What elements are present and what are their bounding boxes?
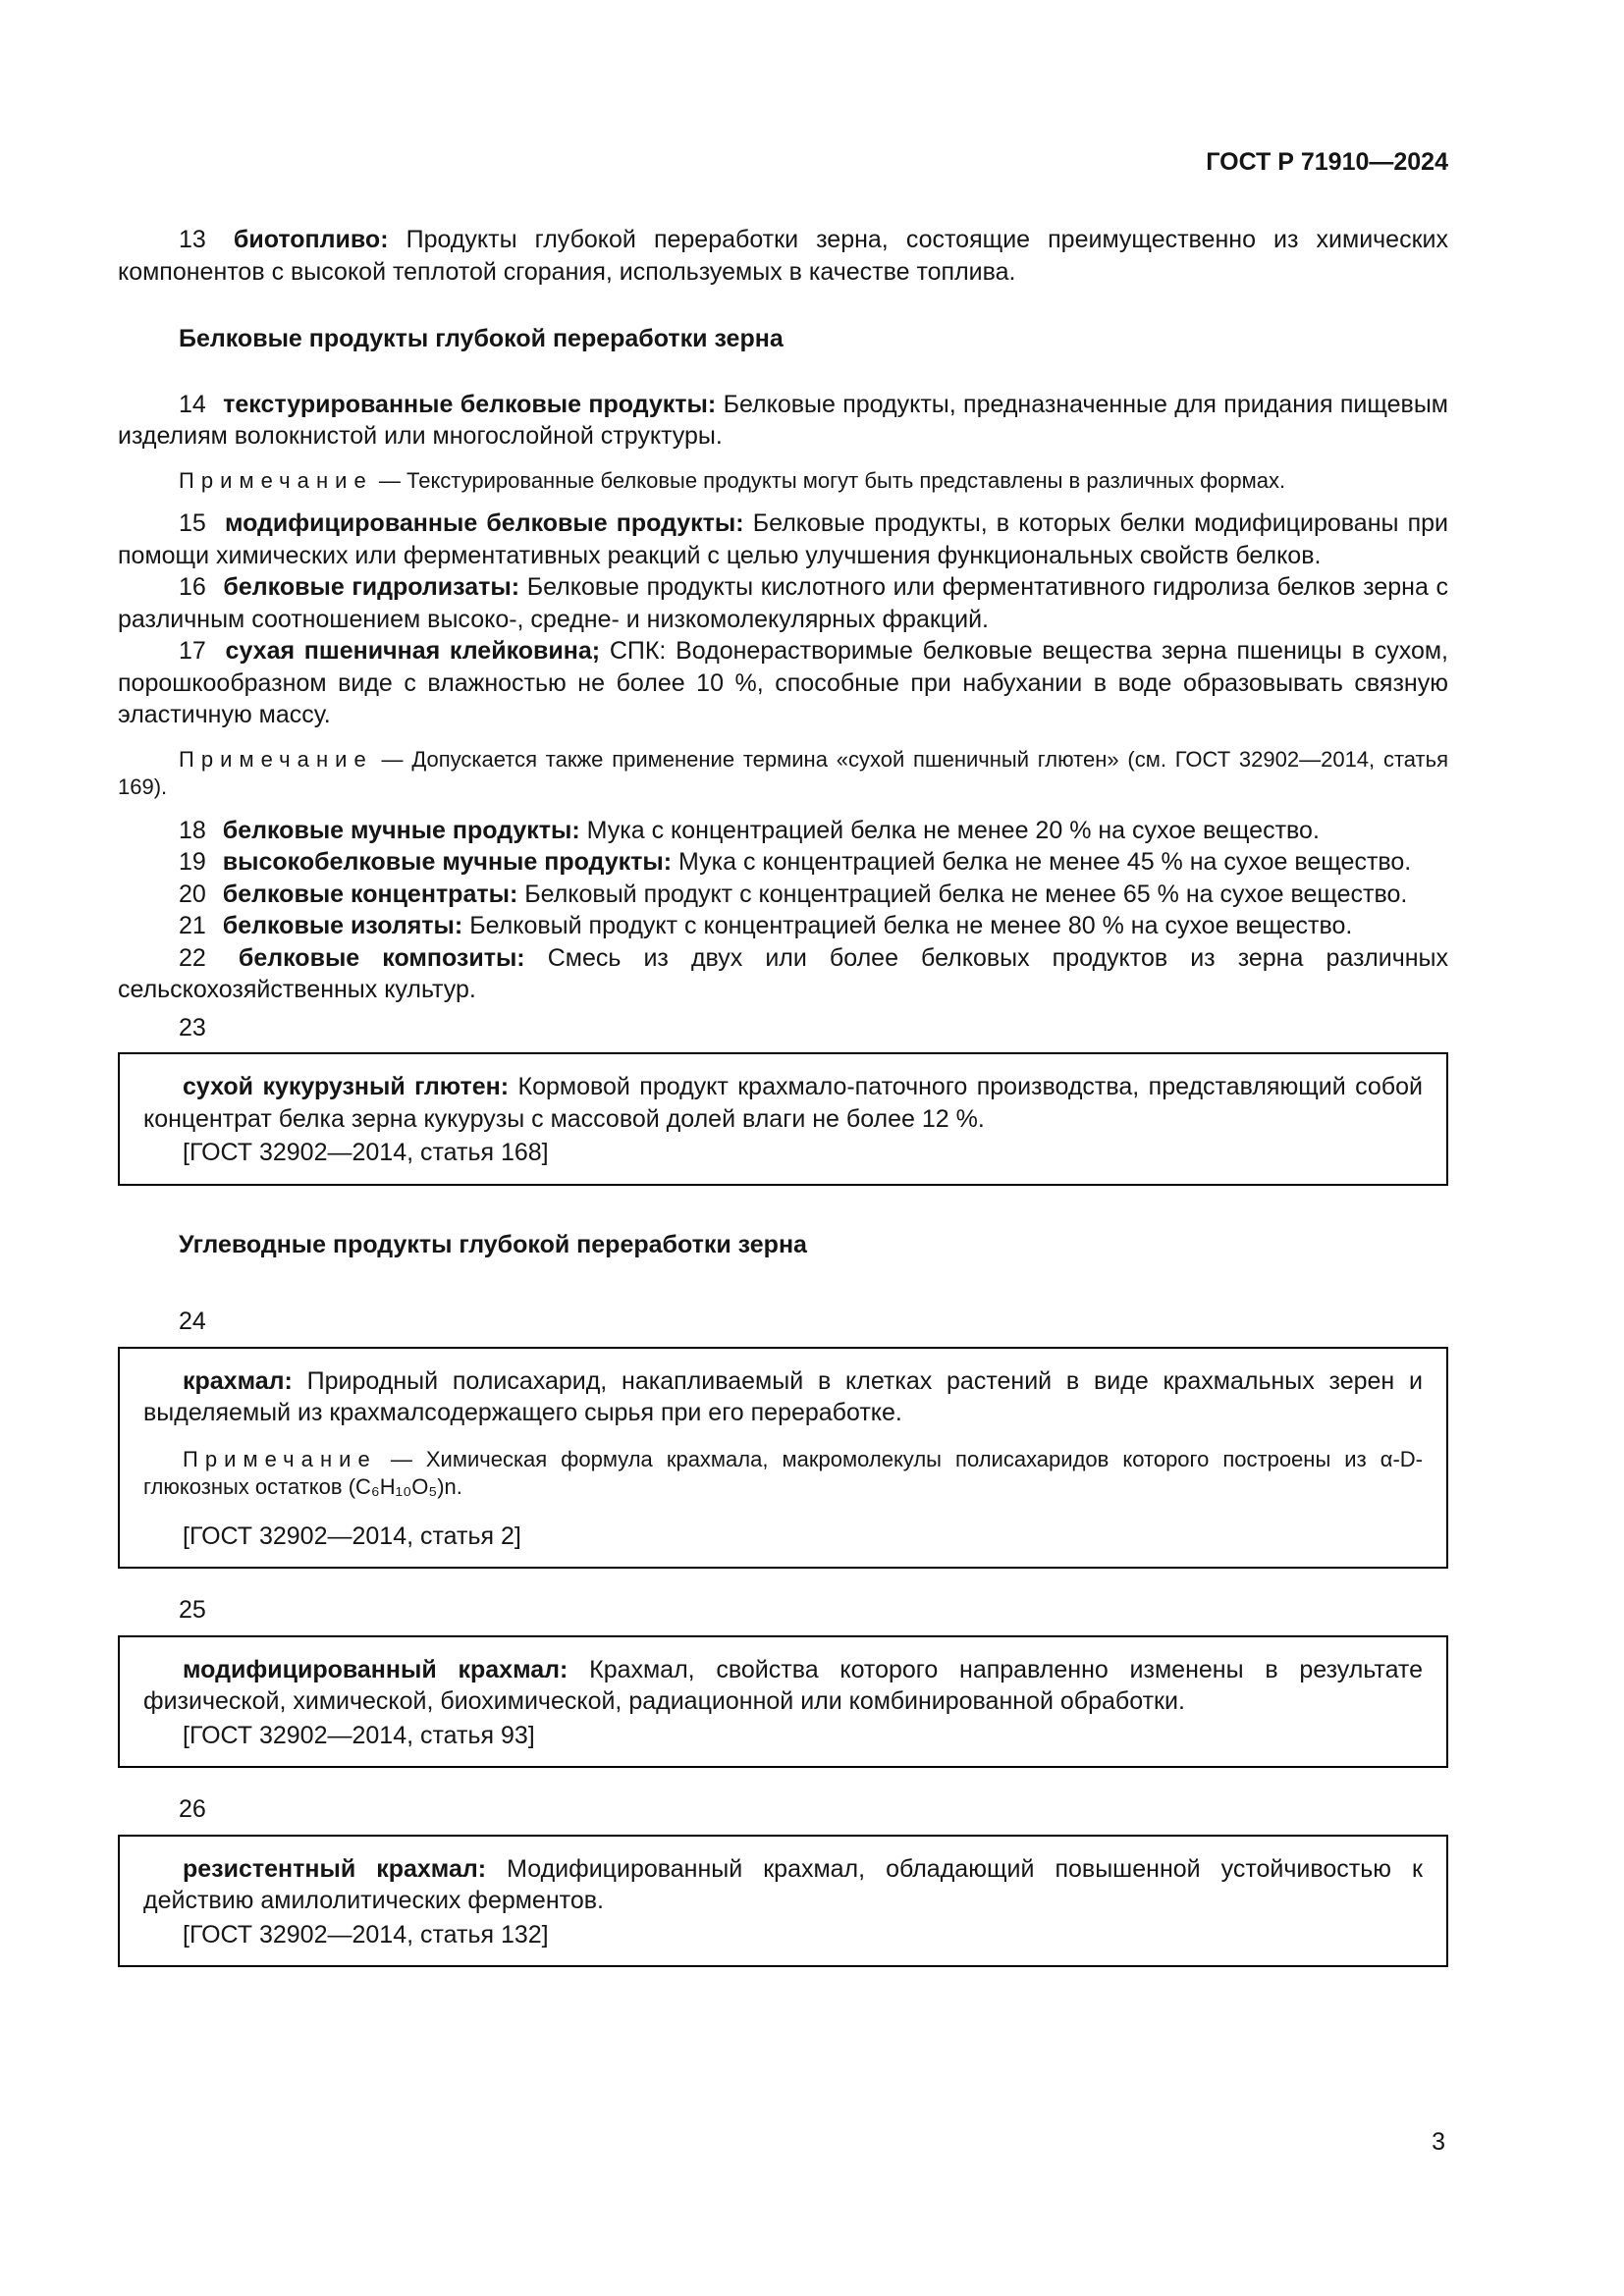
- term-name: белковые изоляты:: [222, 912, 463, 940]
- term-number-25: 25: [179, 1596, 206, 1625]
- term-number-24: 24: [179, 1308, 206, 1336]
- note-17: [118, 746, 1448, 802]
- term-name: модифицированный крахмал:: [183, 1655, 568, 1683]
- term-name: белковые композиты:: [238, 943, 525, 972]
- term-definition: Белковые продукты кислотного или ферментативного гидролиза белков зерна с различным соотношением высоко-, средне- и низкомолекулярных фракций.: [118, 573, 1448, 633]
- note-text: Химическая формула крахмала, макромолекулы полисахаридов которого построены из α-D-глюкозных остатков (C₆H₁₀O₅)n.: [143, 1446, 1423, 1500]
- page-number: 3: [1432, 2128, 1445, 2156]
- source-reference: [ГОСТ 32902—2014, статья 93]: [183, 1721, 535, 1749]
- term-definition: Природный полисахарид, накапливаемый в клетках растений в виде крахмальных зерен и выделяемый из крахмалсодержащего сырья при его переработке.: [143, 1366, 1423, 1427]
- term-number-26: 26: [179, 1795, 206, 1824]
- term-definition: Модифицированный крахмал, обладающий повышенной устойчивостью к действию амилолитических ферментов.: [143, 1854, 1423, 1915]
- section-heading-protein: Белковые продукты глубокой переработки зерна: [179, 325, 784, 352]
- note-dash: —: [390, 1446, 412, 1471]
- page-header: [118, 147, 1448, 177]
- section-heading-carbohydrate: Углеводные продукты глубокой переработки зерна: [179, 1230, 807, 1258]
- term-name: модифицированные белковые продукты:: [224, 509, 744, 538]
- note-text: Текстурированные белковые продукты могут быть представлены в различных формах.: [406, 467, 1286, 493]
- term-number: 19: [179, 848, 206, 877]
- boxed-definition-26: [118, 1835, 1448, 1968]
- term-name: биотопливо:: [233, 226, 389, 253]
- term-paragraph-19: [118, 846, 1448, 879]
- source-reference: [ГОСТ 32902—2014, статья 2]: [183, 1522, 521, 1550]
- term-paragraph-15: [118, 507, 1448, 571]
- term-number: 15: [179, 509, 206, 538]
- term-name: высокобелковые мучные продукты:: [222, 848, 673, 877]
- term-number: 22: [179, 943, 206, 972]
- term-number: 21: [179, 912, 206, 940]
- boxed-term-paragraph: [143, 1654, 1423, 1718]
- term-paragraph-14: [118, 389, 1448, 453]
- boxed-term-paragraph: [143, 1365, 1423, 1429]
- term-paragraph-20: [118, 879, 1448, 911]
- doc-number: ГОСТ Р 71910—2024: [1206, 148, 1448, 176]
- note-label: Примечание: [183, 1446, 377, 1471]
- note-dash: —: [381, 746, 404, 772]
- term-definition: Белковые продукты, в которых белки модифицированы при помощи химических или ферментативных реакций с целью улучшения функциональных свойств белков.: [118, 509, 1449, 569]
- term-number: 14: [179, 390, 206, 418]
- term-definition: СПК: Водонерастворимые белковые вещества зерна пшеницы в сухом, порошкообразном виде с влажностью не более 10 %, способные при набухании в воде образовывать связную эластичную массу.: [118, 637, 1448, 729]
- note-text: Допускается также применение термина «сухой пшеничный глютен» (см. ГОСТ 32902—2014, статья 169).: [118, 746, 1448, 800]
- term-definition: Мука с концентрацией белка не менее 20 % на сухое вещество.: [586, 816, 1320, 844]
- term-name: сухая пшеничная клейковина;: [225, 637, 601, 666]
- term-number: 16: [179, 573, 206, 602]
- term-paragraph-17: [118, 635, 1448, 731]
- term-name: белковые концентраты:: [222, 880, 518, 908]
- term-name: резистентный крахмал:: [183, 1854, 487, 1883]
- term-paragraph-13: [118, 224, 1448, 288]
- boxed-term-paragraph: [143, 1853, 1423, 1917]
- term-number: 13: [179, 226, 206, 253]
- term-paragraph-21: [118, 910, 1448, 942]
- term-definition: Крахмал, свойства которого направленно изменены в результате физической, химической, биохимической, радиационной или комбинированной обработки.: [143, 1655, 1423, 1716]
- note-24: [143, 1446, 1423, 1502]
- term-definition: Продукты глубокой переработки зерна, состоящие преимущественно из химических компонентов с высокой теплотой сгорания, используемых в качестве топлива.: [118, 226, 1448, 286]
- term-number: 17: [179, 637, 206, 666]
- term-definition: Белковый продукт с концентрацией белка не менее 65 % на сухое вещество.: [524, 880, 1408, 908]
- term-definition: Кормовой продукт крахмало-паточного производства, представляющий собой концентрат белка зерна кукурузы с массовой долей влаги не более 12 %.: [143, 1073, 1423, 1133]
- term-paragraph-18: [118, 815, 1448, 847]
- term-name: текстурированные белковые продукты:: [223, 390, 717, 418]
- note-label: Примечание: [179, 746, 373, 772]
- term-number: 20: [179, 880, 206, 908]
- term-paragraph-22: [118, 942, 1448, 1006]
- term-name: крахмал:: [183, 1366, 293, 1395]
- term-definition: Белковый продукт с концентрацией белка не менее 80 % на сухое вещество.: [469, 912, 1353, 940]
- note-14: [118, 467, 1448, 496]
- boxed-definition-23: [118, 1052, 1448, 1186]
- note-label: Примечание: [179, 467, 373, 493]
- term-name: сухой кукурузный глютен:: [183, 1073, 510, 1101]
- term-paragraph-16: [118, 571, 1448, 635]
- term-number: 18: [179, 816, 206, 844]
- source-reference: [ГОСТ 32902—2014, статья 168]: [183, 1139, 549, 1167]
- term-number-23: 23: [179, 1013, 206, 1041]
- term-definition: Смесь из двух или более белковых продуктов из зерна различных сельскохозяйственных культур.: [118, 943, 1449, 1004]
- page-content: [118, 224, 1448, 1967]
- term-definition: Белковые продукты, предназначенные для придания пищевым изделиям волокнистой или многослойной структуры.: [118, 390, 1448, 450]
- boxed-definition-24: [118, 1347, 1448, 1570]
- boxed-definition-25: [118, 1635, 1448, 1769]
- term-name: белковые гидролизаты:: [223, 573, 520, 602]
- term-definition: Мука с концентрацией белка не менее 45 % на сухое вещество.: [678, 848, 1412, 877]
- boxed-term-paragraph: [143, 1071, 1423, 1135]
- term-name: белковые мучные продукты:: [222, 816, 580, 844]
- note-dash: —: [378, 467, 401, 493]
- source-reference: [ГОСТ 32902—2014, статья 132]: [183, 1920, 549, 1949]
